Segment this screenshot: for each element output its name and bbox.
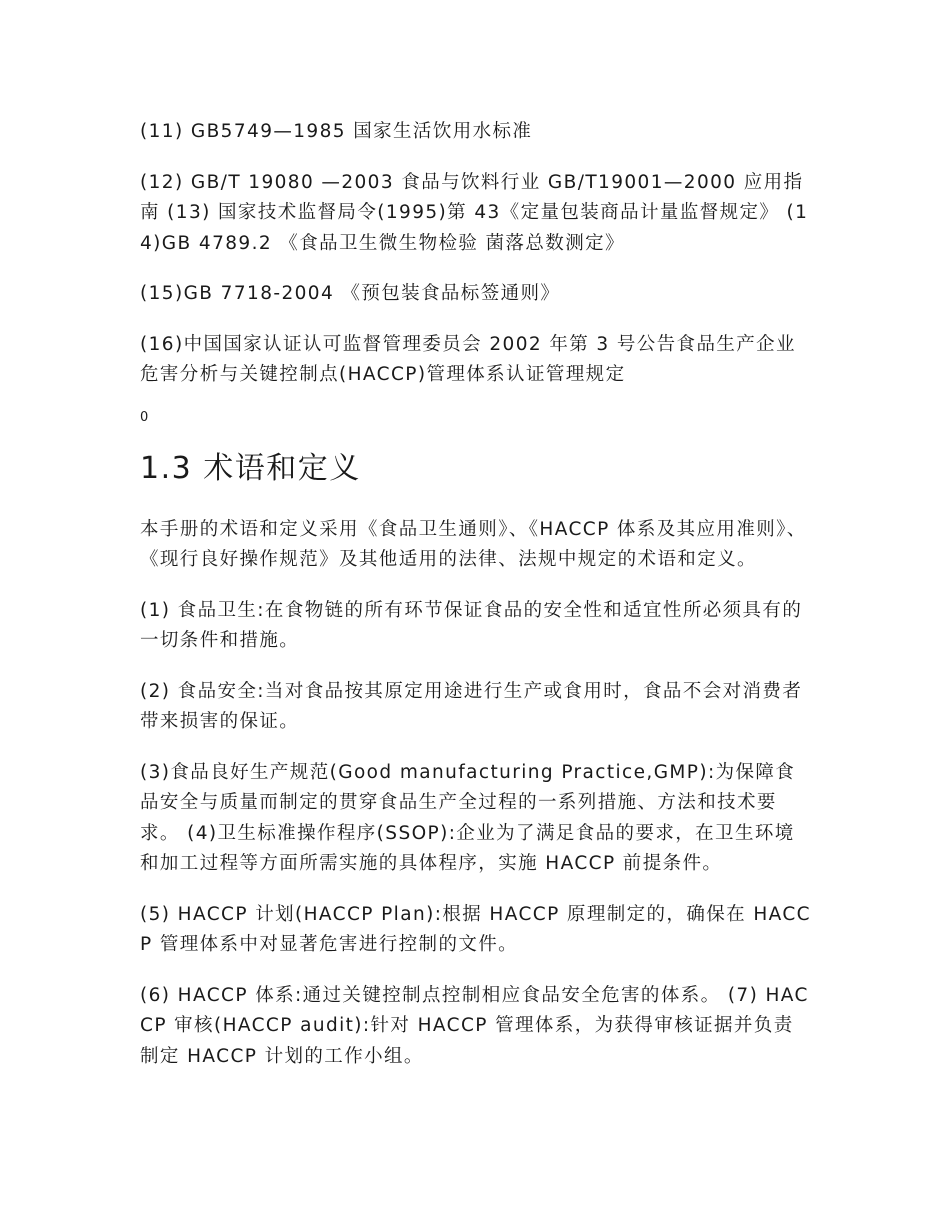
definition-item-3-4: (3)食品良好生产规范(Good manufacturing Practice,GMP):为保障食品安全与质量而制定的贯穿食品生产全过程的一系列措施、方法和技术要求。 (4)卫生标准操作程序(SSOP):企业为了满足食品的要求，在卫生环境和加工过程等方面所需实施的具体程序，实施 HACCP 前提条件。 bbox=[140, 761, 796, 874]
definition-item-6-7: (6) HACCP 体系:通过关键控制点控制相应食品安全危害的体系。 (7) HACCP 审核(HACCP audit):针对 HACCP 管理体系，为获得审核证据并负责制定 HACCP 计划的工作小组。 bbox=[140, 984, 809, 1067]
reference-item-12-14: (12) GB/T 19080 —2003 食品与饮料行业 GB/T19001—2000 应用指南 (13) 国家技术监督局令(1995)第 43《定量包装商品计量监督规定》 (14)GB 4789.2 《食品卫生微生物检验 菌落总数测定》 bbox=[140, 171, 809, 254]
definition-item-1: (1) 食品卫生:在食物链的所有环节保证食品的安全性和适宜性所必须具有的一切条件和措施。 bbox=[140, 599, 803, 651]
reference-item-16: (16)中国国家认证认可监督管理委员会 2002 年第 3 号公告食品生产企业危害分析与关键控制点(HACCP)管理体系认证管理规定 bbox=[140, 333, 796, 385]
reference-item-15: (15)GB 7718-2004 《预包装食品标签通则》 bbox=[140, 283, 561, 304]
page-content bbox=[140, 117, 812, 1092]
definition-item-2: (2) 食品安全:当对食品按其原定用途进行生产或食用时，食品不会对消费者带来损害的保证。 bbox=[140, 680, 803, 732]
definition-item-5: (5) HACCP 计划(HACCP Plan):根据 HACCP 原理制定的，确保在 HACCP 管理体系中对显著危害进行控制的文件。 bbox=[140, 903, 811, 955]
reference-item-11: (11) GB5749—1985 国家生活饮用水标准 bbox=[140, 121, 533, 142]
section-title: 1.3 术语和定义 bbox=[140, 450, 361, 486]
page-number: 0 bbox=[140, 409, 149, 425]
section-intro: 本手册的术语和定义采用《食品卫生通则》、《HACCP 体系及其应用准则》、《现行良好操作规范》及其他适用的法律、法规中规定的术语和定义。 bbox=[140, 518, 807, 570]
